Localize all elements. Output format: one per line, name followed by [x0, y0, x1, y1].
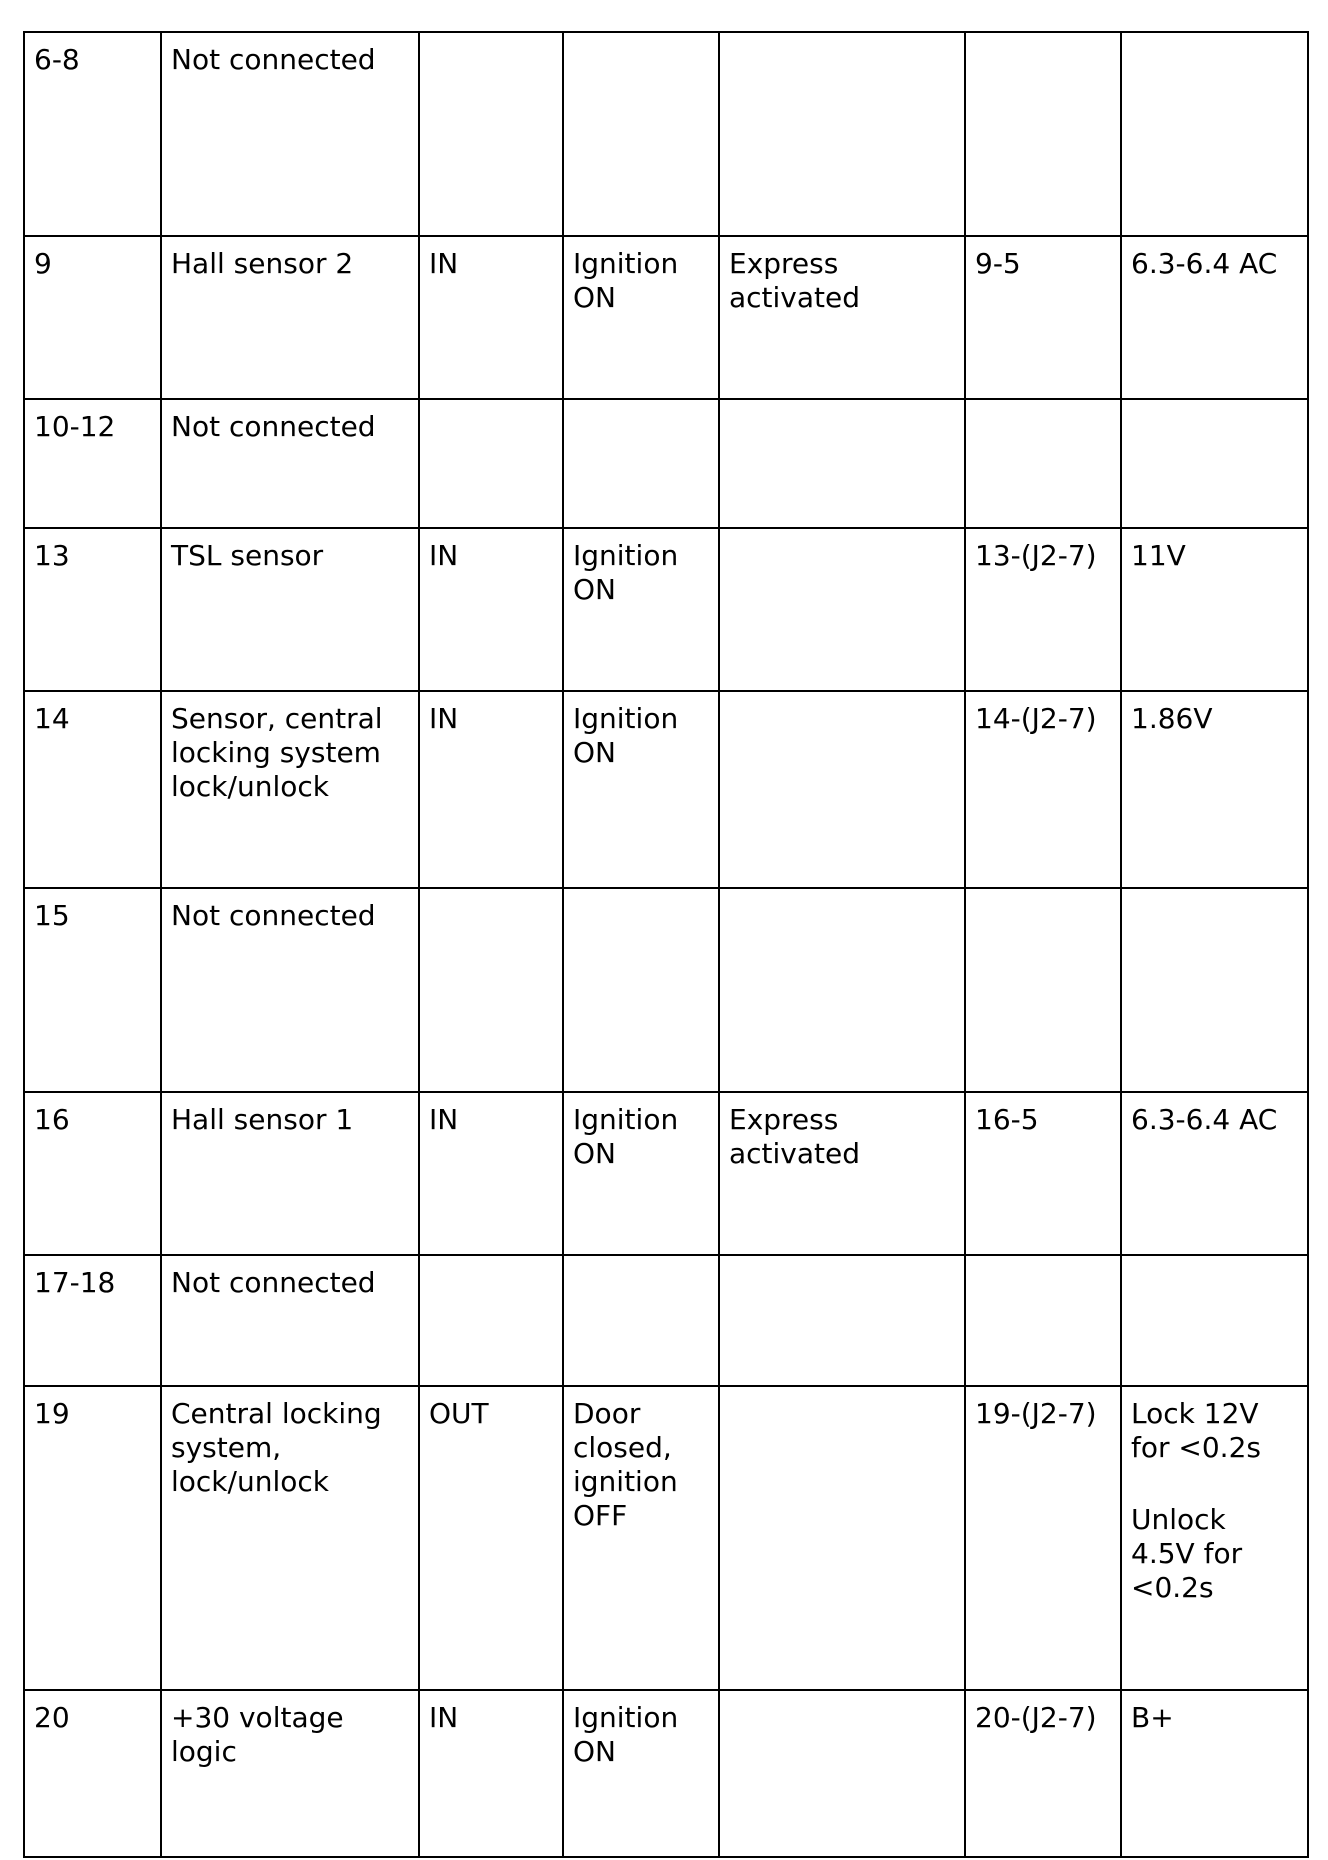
function-cell: [161, 399, 419, 528]
condition-cell: [563, 32, 719, 236]
note-cell: [719, 1255, 965, 1386]
pin-cell: 19: [24, 1386, 161, 1690]
cell-line: Ignition: [573, 539, 679, 572]
pin-cell: 13: [24, 528, 161, 691]
table-row: [24, 888, 1308, 1092]
measure-cell: 16-5: [965, 1092, 1121, 1255]
cell-line: lock/unlock: [171, 1465, 329, 1498]
cell-line: lock/unlock: [171, 770, 329, 803]
cell-line: ON: [573, 573, 616, 606]
note-cell: [719, 1092, 965, 1255]
condition-cell: [563, 691, 719, 888]
pin-cell: 17-18: [24, 1255, 161, 1386]
note-cell: [719, 528, 965, 691]
condition-cell: [563, 236, 719, 399]
table-row: [24, 1386, 1308, 1690]
value-cell: [1121, 236, 1308, 399]
cell-line: Ignition: [573, 247, 679, 280]
measure-cell: 20-(J2-7): [965, 1690, 1121, 1857]
function-cell: [161, 1255, 419, 1386]
pin-cell: 15: [24, 888, 161, 1092]
note-cell: [719, 1386, 965, 1690]
cell-line: OFF: [573, 1499, 628, 1532]
direction-cell: [419, 32, 563, 236]
pin-cell: 16: [24, 1092, 161, 1255]
direction-cell: IN: [419, 1690, 563, 1857]
condition-cell: [563, 888, 719, 1092]
direction-cell: OUT: [419, 1386, 563, 1690]
cell-line: logic: [171, 1735, 237, 1768]
cell-line: 6.3-6.4 AC: [1131, 247, 1278, 280]
table-row: [24, 1255, 1308, 1386]
value-cell: [1121, 691, 1308, 888]
measure-cell: [965, 32, 1121, 236]
value-cell: [1121, 1092, 1308, 1255]
direction-cell: IN: [419, 1092, 563, 1255]
measure-cell: 19-(J2-7): [965, 1386, 1121, 1690]
cell-line: activated: [729, 281, 861, 314]
cell-line: Unlock: [1131, 1503, 1226, 1536]
measure-cell: [965, 1255, 1121, 1386]
cell-line: Door: [573, 1397, 641, 1430]
cell-line: 1.86V: [1131, 702, 1213, 735]
value-cell: [1121, 1386, 1308, 1690]
function-cell: [161, 1092, 419, 1255]
note-cell: [719, 1690, 965, 1857]
pin-cell: 10-12: [24, 399, 161, 528]
function-cell: [161, 528, 419, 691]
cell-line: +30 voltage: [171, 1701, 344, 1734]
value-cell: [1121, 1690, 1308, 1857]
note-cell: [719, 691, 965, 888]
direction-cell: IN: [419, 528, 563, 691]
table-row: [24, 32, 1308, 236]
cell-line: Not connected: [171, 410, 376, 443]
measure-cell: 9-5: [965, 236, 1121, 399]
cell-line: TSL sensor: [171, 539, 324, 572]
pin-cell: 20: [24, 1690, 161, 1857]
cell-line: ignition: [573, 1465, 678, 1498]
function-cell: [161, 1386, 419, 1690]
function-cell: [161, 888, 419, 1092]
measure-cell: [965, 888, 1121, 1092]
cell-line: Ignition: [573, 1701, 679, 1734]
table-row: [24, 528, 1308, 691]
pin-cell: 9: [24, 236, 161, 399]
table-row: [24, 691, 1308, 888]
note-cell: [719, 32, 965, 236]
direction-cell: IN: [419, 691, 563, 888]
condition-cell: [563, 1690, 719, 1857]
cell-line: closed,: [573, 1431, 672, 1464]
table-row: [24, 1092, 1308, 1255]
cell-line: for <0.2s: [1131, 1431, 1261, 1464]
condition-cell: [563, 528, 719, 691]
cell-line: 6.3-6.4 AC: [1131, 1103, 1278, 1136]
measure-cell: [965, 399, 1121, 528]
function-cell: [161, 32, 419, 236]
value-cell: [1121, 888, 1308, 1092]
condition-cell: [563, 1092, 719, 1255]
line-gap: [1131, 1465, 1301, 1503]
value-cell: [1121, 399, 1308, 528]
cell-line: ON: [573, 281, 616, 314]
table-row: [24, 236, 1308, 399]
cell-line: 4.5V for: [1131, 1537, 1243, 1570]
direction-cell: [419, 888, 563, 1092]
function-cell: [161, 691, 419, 888]
function-cell: [161, 1690, 419, 1857]
cell-line: Express: [729, 247, 839, 280]
direction-cell: [419, 1255, 563, 1386]
note-cell: [719, 888, 965, 1092]
value-cell: [1121, 32, 1308, 236]
cell-line: B+: [1131, 1701, 1174, 1734]
cell-line: ON: [573, 736, 616, 769]
cell-line: Sensor, central: [171, 702, 383, 735]
value-cell: [1121, 1255, 1308, 1386]
pin-cell: 14: [24, 691, 161, 888]
condition-cell: [563, 399, 719, 528]
cell-line: ON: [573, 1735, 616, 1768]
condition-cell: [563, 1255, 719, 1386]
pin-table-body: [24, 32, 1308, 1857]
cell-line: Express: [729, 1103, 839, 1136]
note-cell: [719, 399, 965, 528]
cell-line: locking system: [171, 736, 381, 769]
cell-line: <0.2s: [1131, 1571, 1214, 1604]
condition-cell: [563, 1386, 719, 1690]
cell-line: Ignition: [573, 1103, 679, 1136]
direction-cell: [419, 399, 563, 528]
cell-line: Not connected: [171, 43, 376, 76]
cell-line: Ignition: [573, 702, 679, 735]
direction-cell: IN: [419, 236, 563, 399]
table-row: [24, 1690, 1308, 1857]
note-cell: [719, 236, 965, 399]
measure-cell: 13-(J2-7): [965, 528, 1121, 691]
cell-line: ON: [573, 1137, 616, 1170]
cell-line: activated: [729, 1137, 861, 1170]
cell-line: Hall sensor 1: [171, 1103, 354, 1136]
cell-line: Lock 12V: [1131, 1397, 1259, 1430]
cell-line: system,: [171, 1431, 282, 1464]
measure-cell: 14-(J2-7): [965, 691, 1121, 888]
cell-line: 11V: [1131, 539, 1186, 572]
cell-line: Not connected: [171, 899, 376, 932]
cell-line: Hall sensor 2: [171, 247, 354, 280]
table-row: [24, 399, 1308, 528]
pin-table: [23, 31, 1309, 1858]
cell-line: Not connected: [171, 1266, 376, 1299]
function-cell: [161, 236, 419, 399]
pin-cell: 6-8: [24, 32, 161, 236]
value-cell: [1121, 528, 1308, 691]
cell-line: Central locking: [171, 1397, 382, 1430]
